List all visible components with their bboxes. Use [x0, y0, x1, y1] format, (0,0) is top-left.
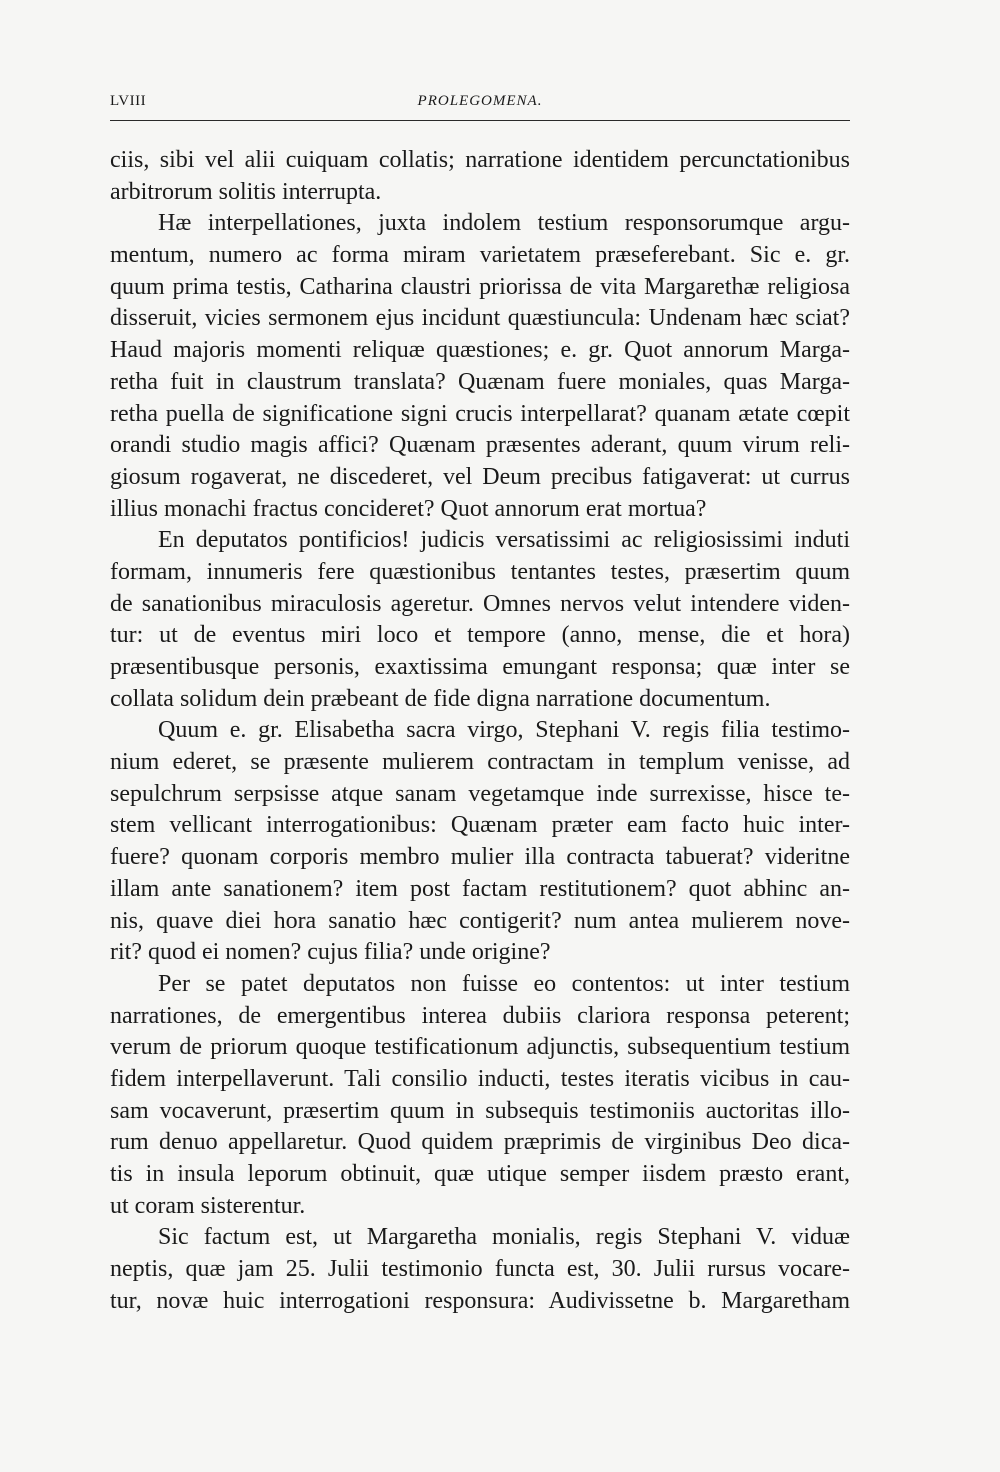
text-line: stem vellicant interrogationibus: Quænam præter eam facto huic inter- [110, 812, 850, 839]
text-line: sepulchrum serpsisse atque sanam vegetamque inde surrexisse, hisce te- [110, 780, 850, 807]
body-text [110, 145, 850, 1317]
running-head: PROLEGOMENA. [417, 93, 543, 109]
text-line: nis, quave diei hora sanatio hæc contigerit? num antea mulierem nove- [110, 907, 850, 934]
text-line: rit? quod ei nomen? cujus filia? unde origine? [110, 939, 551, 966]
text-line: ut coram sisterentur. [110, 1192, 306, 1219]
text-line: formam, innumeris fere quæstionibus tentantes testes, præsertim quum [110, 558, 850, 585]
text-line: verum de priorum quoque testificationum adjunctis, subsequentium testium [110, 1034, 850, 1061]
text-line: Sic factum est, ut Margaretha monialis, regis Stephani V. viduæ [158, 1224, 850, 1251]
text-line: retha fuit in claustrum translata? Quænam fuere moniales, quas Marga- [110, 368, 850, 395]
page-header [110, 93, 850, 115]
text-line: tis in insula leporum obtinuit, quæ utique semper iisdem præsto erant, [110, 1161, 850, 1187]
text-line: Haud majoris momenti reliquæ quæstiones; e. gr. Quot annorum Marga- [110, 337, 850, 364]
text-line: illam ante sanationem? item post factam restitutionem? quot abhinc an- [110, 875, 850, 902]
text-line: Per se patet deputatos non fuisse eo contentos: ut inter testium [158, 970, 850, 997]
text-line: retha puella de significatione signi crucis interpellarat? quanam ætate cœpit [110, 400, 850, 427]
text-line: quum prima testis, Catharina claustri priorissa de vita Margarethæ religiosa [110, 273, 850, 300]
text-line: Quum e. gr. Elisabetha sacra virgo, Stephani V. regis filia testimo- [158, 717, 850, 744]
text-line: Hæ interpellationes, juxta indolem testium responsorumque argu- [158, 210, 850, 237]
text-line: de sanationibus miraculosis ageretur. Omnes nervos velut intendere viden- [110, 590, 850, 617]
text-line: En deputatos pontificios! judicis versatissimi ac religiosissimi induti [158, 527, 850, 554]
header-rule [110, 120, 850, 121]
text-line: disseruit, vicies sermonem ejus incidunt quæstiuncula: Undenam hæc sciat? [110, 305, 850, 332]
text-line: mentum, numero ac forma miram varietatem præseferebant. Sic e. gr. [110, 242, 850, 269]
text-line: tur, novæ huic interrogationi responsura: Audivissetne b. Margaretham [110, 1287, 850, 1314]
text-line: rum denuo appellaretur. Quod quidem præprimis de virginibus Deo dica- [110, 1129, 850, 1156]
text-line: fuere? quonam corporis membro mulier illa contracta tabuerat? videritne [110, 844, 850, 871]
text-line: tur: ut de eventus miri loco et tempore (anno, mense, die et hora) [110, 622, 850, 649]
text-line: orandi studio magis affici? Quænam præsentes aderant, quum virum reli- [110, 432, 850, 459]
text-line: ciis, sibi vel alii cuiquam collatis; narratione identidem percunctationibus [110, 147, 850, 173]
text-line: præsentibusque personis, exaxtissima emungant responsa; quæ inter se [110, 654, 850, 680]
text-line: giosum rogaverat, ne discederet, vel Deum precibus fatigaverat: ut currus [110, 463, 850, 490]
text-line: illius monachi fractus concideret? Quot annorum erat mortua? [110, 495, 707, 522]
text-line: arbitrorum solitis interrupta. [110, 178, 382, 205]
text-line: sam vocaverunt, præsertim quum in subsequis testimoniis auctoritas illo- [110, 1097, 850, 1124]
page-number: LVIII [110, 93, 147, 109]
text-line: fidem interpellaverunt. Tali consilio inducti, testes iteratis vicibus in cau- [110, 1065, 850, 1092]
text-line: nium ederet, se præsente mulierem contractam in templum venisse, ad [110, 749, 850, 776]
text-line: neptis, quæ jam 25. Julii testimonio functa est, 30. Julii rursus vocare- [110, 1256, 850, 1283]
text-line: narrationes, de emergentibus interea dubiis clariora responsa peterent; [110, 1002, 850, 1029]
text-line: collata solidum dein præbeant de fide digna narratione documentum. [110, 685, 771, 712]
